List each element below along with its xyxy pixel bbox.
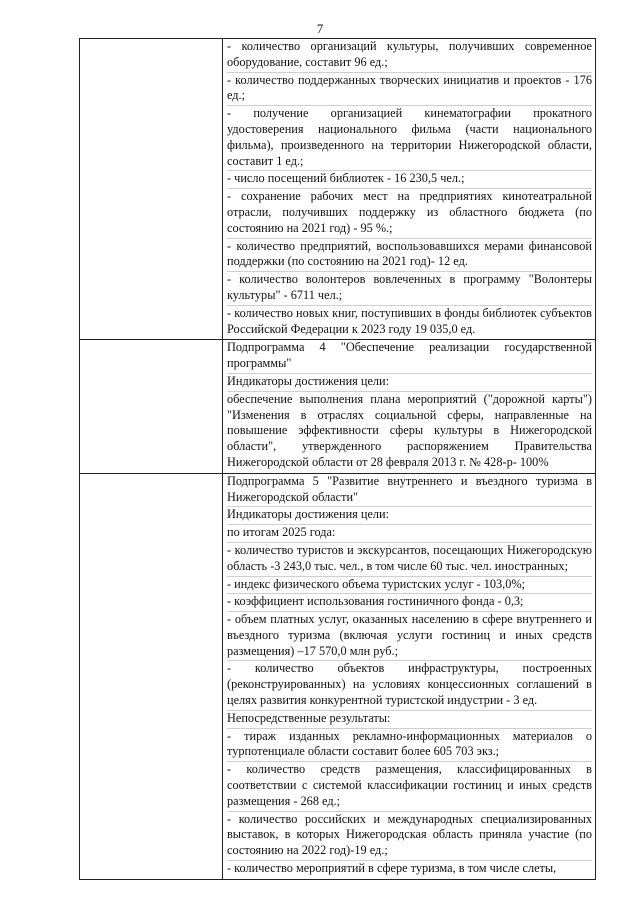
left-cell [80, 340, 223, 473]
cell-paragraph: Подпрограмма 4 "Обеспечение реализации государственной программы" [227, 340, 592, 374]
cell-paragraph: - количество новых книг, поступивших в фонды библиотек субъектов Российской Федерации к 2023 году 19 035,0 ед. [227, 305, 592, 336]
cell-paragraph: - число посещений библиотек - 16 230,5 чел.; [227, 171, 592, 189]
left-cell [80, 39, 223, 340]
cell-paragraph: Непосредственные результаты: [227, 711, 592, 729]
cell-paragraph: Индикаторы достижения цели: [227, 507, 592, 525]
cell-paragraph: - тираж изданных рекламно-информационных материалов о турпотенциале области составит более 605 703 экз.; [227, 729, 592, 763]
left-cell [80, 473, 223, 879]
cell-paragraph: Индикаторы достижения цели: [227, 374, 592, 392]
right-cell [223, 39, 596, 340]
right-cell [223, 340, 596, 473]
right-cell [223, 473, 596, 879]
indicators-table-body [80, 39, 596, 880]
cell-paragraph: - количество организаций культуры, получивших современное оборудование, составит 96 ед.; [227, 39, 592, 73]
cell-paragraph: - количество средств размещения, классифицированных в соответствии с системой классификации гостиниц и иных средств размещения - 268 ед.; [227, 762, 592, 811]
cell-paragraph: - коэффициент использования гостиничного фонда - 0,3; [227, 594, 592, 612]
cell-paragraph: - количество туристов и экскурсантов, посещающих Нижегородскую область -3 243,0 тыс. чел., в том числе 60 тыс. чел. иностранных; [227, 543, 592, 577]
table-row [80, 473, 596, 879]
indicators-table [79, 38, 596, 880]
cell-paragraph: - получение организацией кинематографии прокатного удостоверения национального фильма (части национального фильма), произведенного на территории Нижегородской области, составит 1 ед.; [227, 106, 592, 171]
cell-paragraph: - количество мероприятий в сфере туризма, в том числе слеты, [227, 861, 557, 876]
cell-paragraph: - количество объектов инфраструктуры, построенных (реконструированных) на условиях концессионных соглашений в целях развития конкурентной туристской индустрии - 3 ед. [227, 661, 592, 710]
cell-paragraph: - сохранение рабочих мест на предприятиях кинотеатральной отрасли, получивших поддержку из областного бюджета (по состоянию на 2021 год) - 95 %.; [227, 189, 592, 238]
cell-paragraph: - количество волонтеров вовлеченных в программу "Волонтеры культуры" - 6711 чел.; [227, 272, 592, 306]
cell-paragraph: - количество поддержанных творческих инициатив и проектов - 176 ед.; [227, 73, 592, 107]
cell-paragraph: - объем платных услуг, оказанных населению в сфере внутреннего и въездного туризма (включая услуги гостиниц и иных средств размещения) –17 570,0 млн руб.; [227, 612, 592, 661]
cell-paragraph: - индекс физического объема туристских услуг - 103,0%; [227, 577, 592, 595]
cell-paragraph: по итогам 2025 года: [227, 525, 592, 543]
table-row [80, 340, 596, 473]
cell-paragraph: - количество российских и международных специализированных выставок, в которых Нижегородская область приняла участие (по состоянию на 2022 год)-19 ед.; [227, 812, 592, 861]
cell-paragraph: Подпрограмма 5 "Развитие внутреннего и въездного туризма в Нижегородской области" [227, 474, 592, 508]
table-row [80, 39, 596, 340]
cell-paragraph: - количество предприятий, воспользовавшихся мерами финансовой поддержки (по состоянию на 2021 год)- 12 ед. [227, 239, 592, 273]
page-number: 7 [316, 21, 324, 36]
cell-paragraph: обеспечение выполнения плана мероприятий ("дорожной карты") "Изменения в отраслях социальной сферы, направленные на повышение эффективности сферы культуры в Нижегородской области", утвержденного распоряжением Правительства Нижегородской области от 28 февраля 2013 г. № 428-р- 100% [227, 391, 592, 469]
